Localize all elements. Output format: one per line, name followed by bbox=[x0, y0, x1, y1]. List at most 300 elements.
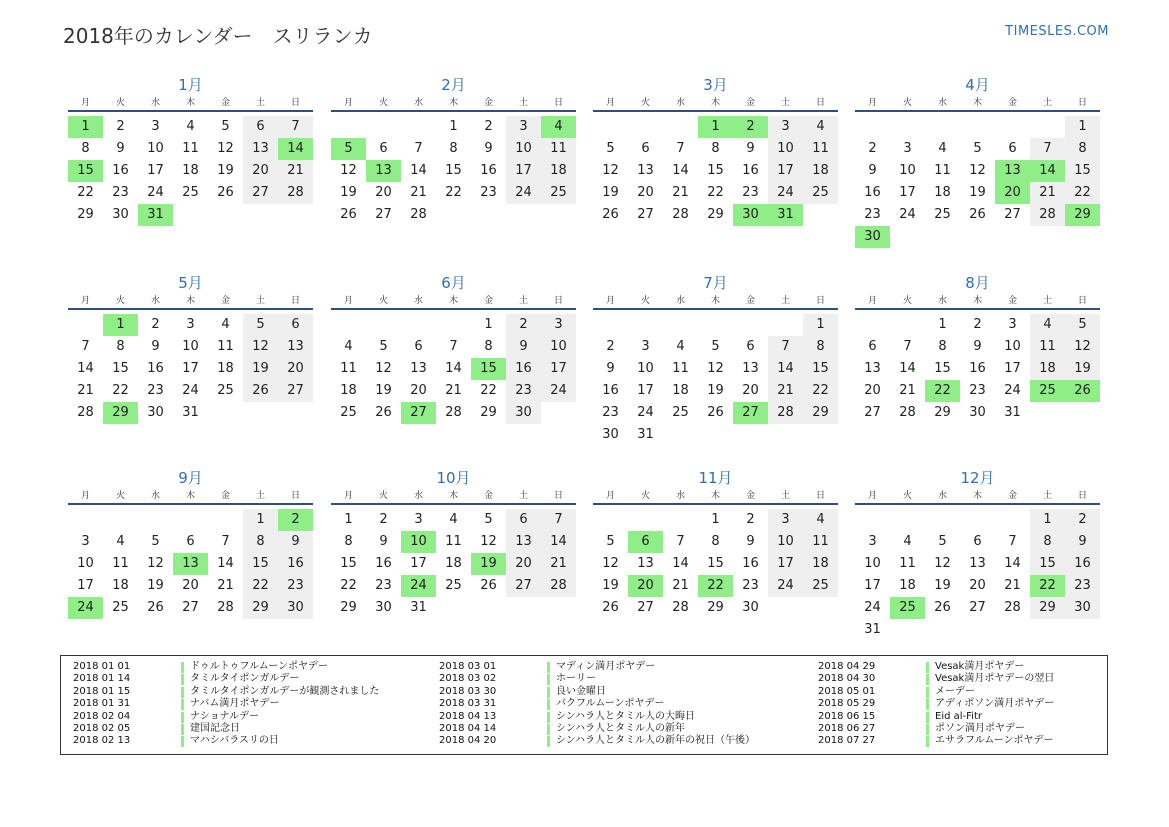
day-cell: 15 bbox=[445, 163, 462, 178]
holiday-row bbox=[439, 661, 799, 673]
day-cell: 10 bbox=[899, 163, 916, 178]
holiday-day-cell: 26 bbox=[1065, 380, 1100, 402]
day-cell: 23 bbox=[480, 185, 497, 200]
day-cell: 8 bbox=[449, 141, 458, 156]
day-cell: 16 bbox=[147, 361, 164, 376]
day-cell: 8 bbox=[803, 336, 838, 358]
holiday-date: 2018 04 14 bbox=[439, 723, 497, 734]
day-cell: 4 bbox=[1030, 314, 1065, 336]
day-cell: 7 bbox=[676, 141, 685, 156]
day-cell: 22 bbox=[340, 578, 357, 593]
day-cell: 24 bbox=[1004, 383, 1021, 398]
day-cell: 8 bbox=[1030, 531, 1065, 553]
day-cell: 8 bbox=[711, 534, 720, 549]
day-cell: 3 bbox=[81, 534, 90, 549]
weekday-label: 火 bbox=[640, 98, 650, 108]
day-cell: 28 bbox=[1030, 204, 1065, 226]
day-cell: 21 bbox=[1004, 578, 1021, 593]
weekday-label: 日 bbox=[553, 296, 563, 306]
weekday-label: 土 bbox=[1042, 296, 1052, 306]
holiday-marker bbox=[181, 662, 184, 673]
holiday-date: 2018 01 31 bbox=[73, 698, 131, 710]
holiday-name: ポソン満月ポヤデー bbox=[935, 723, 1025, 734]
day-cell: 12 bbox=[969, 163, 986, 178]
weekday-label: 日 bbox=[1077, 98, 1087, 108]
holiday-day-cell: 2 bbox=[278, 509, 313, 531]
day-cell: 16 bbox=[278, 553, 313, 575]
day-cell: 14 bbox=[1004, 556, 1021, 571]
month-block bbox=[855, 74, 1100, 248]
day-cell: 9 bbox=[151, 339, 160, 354]
day-cell: 3 bbox=[414, 512, 423, 527]
day-cell: 10 bbox=[637, 361, 654, 376]
day-cell: 17 bbox=[1004, 361, 1021, 376]
holiday-day-cell: 15 bbox=[68, 160, 103, 182]
day-cell: 17 bbox=[506, 160, 541, 182]
day-cell: 21 bbox=[77, 383, 94, 398]
day-cell: 3 bbox=[768, 116, 803, 138]
day-cell: 14 bbox=[445, 361, 462, 376]
day-cell: 22 bbox=[243, 575, 278, 597]
day-cell: 7 bbox=[1008, 534, 1017, 549]
day-cell: 9 bbox=[379, 534, 388, 549]
day-cell: 7 bbox=[768, 336, 803, 358]
weekday-label: 金 bbox=[483, 98, 493, 108]
weekday-label: 金 bbox=[220, 491, 230, 501]
day-cell: 24 bbox=[182, 383, 199, 398]
day-cell: 15 bbox=[803, 358, 838, 380]
day-cell: 5 bbox=[711, 339, 720, 354]
day-cell: 23 bbox=[278, 575, 313, 597]
day-cell: 31 bbox=[637, 427, 654, 442]
day-cell: 14 bbox=[541, 531, 576, 553]
holiday-row bbox=[818, 735, 1169, 747]
day-cell: 19 bbox=[969, 185, 986, 200]
day-cell: 5 bbox=[973, 141, 982, 156]
day-cell: 2 bbox=[484, 119, 493, 134]
day-cell: 21 bbox=[899, 383, 916, 398]
day-cell: 27 bbox=[506, 575, 541, 597]
month-block bbox=[68, 74, 313, 248]
day-cell: 10 bbox=[768, 531, 803, 553]
weekday-label: 日 bbox=[553, 98, 563, 108]
holiday-day-cell: 15 bbox=[471, 358, 506, 380]
weekday-label: 水 bbox=[675, 98, 685, 108]
holiday-day-cell: 24 bbox=[68, 597, 103, 619]
day-cell: 17 bbox=[899, 185, 916, 200]
day-cell: 2 bbox=[973, 317, 982, 332]
day-cell: 18 bbox=[182, 163, 199, 178]
holiday-row bbox=[818, 711, 1169, 723]
day-cell: 23 bbox=[742, 185, 759, 200]
holiday-name: バクフルムーンポヤデー bbox=[556, 698, 665, 710]
weekday-label: 月 bbox=[343, 491, 353, 501]
day-cell: 5 bbox=[379, 339, 388, 354]
day-cell: 26 bbox=[707, 405, 724, 420]
weekday-label: 月 bbox=[605, 491, 615, 501]
day-cell: 4 bbox=[449, 512, 458, 527]
day-cell: 14 bbox=[217, 556, 234, 571]
day-cell: 23 bbox=[864, 207, 881, 222]
weekday-label: 木 bbox=[185, 491, 195, 501]
day-cell: 8 bbox=[116, 339, 125, 354]
day-cell: 30 bbox=[1065, 597, 1100, 619]
day-cell: 18 bbox=[934, 185, 951, 200]
weekday-header bbox=[68, 489, 313, 505]
day-cell: 9 bbox=[606, 361, 615, 376]
holiday-day-cell: 22 bbox=[698, 575, 733, 597]
weekday-label: 月 bbox=[867, 491, 877, 501]
month-block bbox=[331, 272, 576, 446]
holiday-name: マディン満月ポヤデー bbox=[556, 661, 656, 672]
month-name: 3月 bbox=[703, 76, 728, 94]
holiday-marker bbox=[547, 687, 550, 698]
day-cell: 28 bbox=[217, 600, 234, 615]
day-cell: 24 bbox=[637, 405, 654, 420]
holiday-marker bbox=[547, 712, 550, 723]
day-cell: 22 bbox=[1065, 182, 1100, 204]
holiday-marker bbox=[181, 687, 184, 698]
holiday-date: 2018 01 14 bbox=[73, 673, 131, 685]
holiday-date: 2018 02 13 bbox=[73, 735, 131, 747]
day-cell: 6 bbox=[414, 339, 423, 354]
day-cell: 16 bbox=[506, 358, 541, 380]
day-cell: 20 bbox=[637, 185, 654, 200]
day-cell: 5 bbox=[606, 141, 615, 156]
day-cell: 15 bbox=[340, 556, 357, 571]
holiday-date: 2018 01 15 bbox=[73, 685, 131, 697]
day-cell: 19 bbox=[375, 383, 392, 398]
holiday-day-cell: 31 bbox=[138, 204, 173, 226]
day-cell: 7 bbox=[81, 339, 90, 354]
holiday-day-cell: 30 bbox=[855, 226, 890, 248]
weekday-label: 金 bbox=[483, 296, 493, 306]
day-cell: 21 bbox=[672, 185, 689, 200]
holiday-day-cell: 25 bbox=[890, 597, 925, 619]
holiday-row bbox=[439, 723, 799, 735]
holiday-date: 2018 01 01 bbox=[73, 661, 131, 672]
day-cell: 29 bbox=[243, 597, 278, 619]
day-cell: 26 bbox=[480, 578, 497, 593]
holiday-row bbox=[818, 673, 1169, 685]
day-cell: 19 bbox=[217, 163, 234, 178]
day-cell: 24 bbox=[506, 182, 541, 204]
day-cell: 28 bbox=[899, 405, 916, 420]
weekday-header bbox=[855, 489, 1100, 505]
weekday-label: 火 bbox=[902, 296, 912, 306]
holiday-name: ホーリー bbox=[556, 673, 596, 685]
month-name: 8月 bbox=[965, 274, 990, 292]
holiday-row bbox=[439, 673, 799, 685]
holiday-marker bbox=[181, 712, 184, 723]
day-cell: 14 bbox=[410, 163, 427, 178]
day-cell: 4 bbox=[186, 119, 195, 134]
day-cell: 10 bbox=[768, 138, 803, 160]
day-cell: 7 bbox=[1030, 138, 1065, 160]
weekday-label: 日 bbox=[290, 296, 300, 306]
day-cell: 30 bbox=[602, 427, 619, 442]
day-cell: 3 bbox=[541, 314, 576, 336]
day-cell: 16 bbox=[742, 163, 759, 178]
day-cell: 28 bbox=[77, 405, 94, 420]
day-cell: 4 bbox=[344, 339, 353, 354]
day-cell: 3 bbox=[868, 534, 877, 549]
day-cell: 1 bbox=[803, 314, 838, 336]
holiday-day-cell: 27 bbox=[401, 402, 436, 424]
day-cell: 22 bbox=[480, 383, 497, 398]
holiday-day-cell: 29 bbox=[1065, 204, 1100, 226]
day-cell: 15 bbox=[1065, 160, 1100, 182]
weekday-label: 土 bbox=[518, 491, 528, 501]
day-cell: 1 bbox=[449, 119, 458, 134]
day-cell: 17 bbox=[637, 383, 654, 398]
weekday-header bbox=[68, 294, 313, 310]
day-cell: 23 bbox=[147, 383, 164, 398]
weekday-header bbox=[68, 96, 313, 112]
day-cell: 1 bbox=[711, 512, 720, 527]
holiday-date: 2018 04 20 bbox=[439, 735, 497, 747]
day-cell: 7 bbox=[414, 141, 423, 156]
day-cell: 27 bbox=[864, 405, 881, 420]
holiday-name: シンハラ人とタミル人の新年の祝日（午後） bbox=[556, 735, 756, 747]
day-cell: 21 bbox=[768, 380, 803, 402]
weekday-header bbox=[855, 96, 1100, 112]
holiday-day-cell: 25 bbox=[1030, 380, 1065, 402]
day-cell: 7 bbox=[676, 534, 685, 549]
day-cell: 22 bbox=[77, 185, 94, 200]
day-cell: 22 bbox=[112, 383, 129, 398]
day-cell: 12 bbox=[934, 556, 951, 571]
day-cell: 20 bbox=[506, 553, 541, 575]
holiday-name: タミルタイポンガルデーが観測されました bbox=[190, 685, 380, 697]
day-cell: 14 bbox=[77, 361, 94, 376]
day-cell: 30 bbox=[112, 207, 129, 222]
weekday-label: 木 bbox=[710, 491, 720, 501]
holiday-row bbox=[73, 735, 433, 747]
weekday-label: 土 bbox=[1042, 98, 1052, 108]
weekday-label: 金 bbox=[745, 491, 755, 501]
day-cell: 26 bbox=[602, 207, 619, 222]
day-cell: 6 bbox=[278, 314, 313, 336]
weekday-label: 月 bbox=[80, 98, 90, 108]
day-cell: 18 bbox=[217, 361, 234, 376]
month-name: 1月 bbox=[178, 76, 203, 94]
day-cell: 12 bbox=[375, 361, 392, 376]
day-cell: 1 bbox=[938, 317, 947, 332]
day-cell: 14 bbox=[768, 358, 803, 380]
weekday-label: 土 bbox=[518, 296, 528, 306]
day-cell: 11 bbox=[1030, 336, 1065, 358]
day-cell: 9 bbox=[484, 141, 493, 156]
day-cell: 25 bbox=[445, 578, 462, 593]
day-cell: 19 bbox=[147, 578, 164, 593]
weekday-label: 日 bbox=[290, 98, 300, 108]
day-cell: 17 bbox=[410, 556, 427, 571]
weekday-label: 火 bbox=[640, 491, 650, 501]
day-cell: 5 bbox=[938, 534, 947, 549]
day-cell: 13 bbox=[506, 531, 541, 553]
holiday-day-cell: 13 bbox=[995, 160, 1030, 182]
holiday-name: 良い金曜日 bbox=[556, 685, 606, 697]
holiday-date: 2018 03 31 bbox=[439, 698, 497, 710]
day-cell: 11 bbox=[934, 163, 951, 178]
page-title: 2018年のカレンダー スリランカ bbox=[63, 24, 373, 48]
day-cell: 16 bbox=[1065, 553, 1100, 575]
day-cell: 2 bbox=[606, 339, 615, 354]
day-cell: 13 bbox=[742, 361, 759, 376]
holiday-row bbox=[73, 673, 433, 685]
day-cell: 4 bbox=[938, 141, 947, 156]
weekday-label: 木 bbox=[185, 98, 195, 108]
day-cell: 20 bbox=[410, 383, 427, 398]
day-cell: 28 bbox=[410, 207, 427, 222]
holiday-day-cell: 1 bbox=[698, 116, 733, 138]
day-cell: 19 bbox=[707, 383, 724, 398]
day-cell: 13 bbox=[969, 556, 986, 571]
day-cell: 1 bbox=[243, 509, 278, 531]
weekday-label: 月 bbox=[80, 296, 90, 306]
holiday-marker bbox=[547, 674, 550, 685]
day-cell: 8 bbox=[81, 141, 90, 156]
day-cell: 12 bbox=[602, 163, 619, 178]
day-cell: 6 bbox=[973, 534, 982, 549]
day-cell: 30 bbox=[506, 402, 541, 424]
day-cell: 5 bbox=[221, 119, 230, 134]
month-name: 2月 bbox=[441, 76, 466, 94]
day-cell: 25 bbox=[803, 575, 838, 597]
weekday-label: 水 bbox=[413, 491, 423, 501]
day-cell: 6 bbox=[746, 339, 755, 354]
holiday-day-cell: 30 bbox=[733, 204, 768, 226]
day-cell: 6 bbox=[1008, 141, 1017, 156]
day-cell: 7 bbox=[221, 534, 230, 549]
holiday-day-cell: 1 bbox=[103, 314, 138, 336]
month-name: 6月 bbox=[441, 274, 466, 292]
holiday-marker bbox=[926, 736, 929, 747]
day-cell: 5 bbox=[606, 534, 615, 549]
day-cell: 28 bbox=[768, 402, 803, 424]
day-cell: 14 bbox=[672, 163, 689, 178]
month-block bbox=[855, 467, 1100, 641]
day-cell: 6 bbox=[506, 509, 541, 531]
weekday-header bbox=[331, 489, 576, 505]
day-cell: 29 bbox=[803, 402, 838, 424]
holiday-marker bbox=[926, 699, 929, 710]
weekday-label: 金 bbox=[1007, 98, 1017, 108]
holiday-name: 建国記念日 bbox=[190, 723, 240, 734]
day-cell: 30 bbox=[147, 405, 164, 420]
weekday-label: 火 bbox=[115, 491, 125, 501]
day-cell: 10 bbox=[77, 556, 94, 571]
day-cell: 10 bbox=[1004, 339, 1021, 354]
day-cell: 17 bbox=[77, 578, 94, 593]
holiday-day-cell: 19 bbox=[471, 553, 506, 575]
weekday-label: 火 bbox=[902, 98, 912, 108]
day-cell: 27 bbox=[278, 380, 313, 402]
day-cell: 4 bbox=[676, 339, 685, 354]
weekday-label: 金 bbox=[1007, 491, 1017, 501]
weekday-label: 火 bbox=[378, 296, 388, 306]
holiday-name: Eid al-Fitr bbox=[935, 710, 982, 722]
weekday-header bbox=[331, 294, 576, 310]
holiday-marker bbox=[547, 699, 550, 710]
weekday-label: 月 bbox=[343, 296, 353, 306]
day-cell: 4 bbox=[221, 317, 230, 332]
holiday-name: Vesak満月ポヤデー bbox=[935, 661, 1025, 672]
weekday-label: 日 bbox=[815, 98, 825, 108]
holiday-marker bbox=[181, 674, 184, 685]
day-cell: 15 bbox=[112, 361, 129, 376]
day-cell: 4 bbox=[116, 534, 125, 549]
month-block bbox=[855, 272, 1100, 446]
day-cell: 3 bbox=[506, 116, 541, 138]
day-cell: 25 bbox=[541, 182, 576, 204]
day-cell: 27 bbox=[637, 600, 654, 615]
day-cell: 20 bbox=[375, 185, 392, 200]
day-cell: 8 bbox=[484, 339, 493, 354]
holiday-name: シンハラ人とタミル人の新年 bbox=[556, 723, 686, 734]
day-cell: 11 bbox=[112, 556, 129, 571]
holiday-day-cell: 6 bbox=[628, 531, 663, 553]
holiday-name: タミルタイポンガルデー bbox=[190, 673, 300, 685]
month-block bbox=[593, 467, 838, 641]
day-cell: 21 bbox=[672, 578, 689, 593]
weekday-label: 木 bbox=[710, 296, 720, 306]
month-name: 7月 bbox=[703, 274, 728, 292]
weekday-label: 日 bbox=[1077, 491, 1087, 501]
day-cell: 1 bbox=[1030, 509, 1065, 531]
day-cell: 20 bbox=[864, 383, 881, 398]
weekday-label: 土 bbox=[780, 98, 790, 108]
weekday-label: 金 bbox=[483, 491, 493, 501]
day-cell: 13 bbox=[278, 336, 313, 358]
holiday-date: 2018 05 29 bbox=[818, 698, 876, 710]
month-name: 5月 bbox=[178, 274, 203, 292]
holiday-date: 2018 03 01 bbox=[439, 661, 497, 672]
day-cell: 8 bbox=[344, 534, 353, 549]
day-cell: 27 bbox=[969, 600, 986, 615]
holiday-row bbox=[73, 711, 433, 723]
holiday-day-cell: 13 bbox=[173, 553, 208, 575]
holiday-day-cell: 14 bbox=[278, 138, 313, 160]
weekday-label: 土 bbox=[780, 491, 790, 501]
weekday-label: 月 bbox=[80, 491, 90, 501]
weekday-label: 土 bbox=[518, 98, 528, 108]
holiday-marker bbox=[926, 687, 929, 698]
day-cell: 5 bbox=[1065, 314, 1100, 336]
weekday-label: 月 bbox=[867, 296, 877, 306]
holiday-row bbox=[818, 686, 1169, 698]
holiday-name: ナショナルデー bbox=[190, 710, 260, 722]
holiday-day-cell: 10 bbox=[401, 531, 436, 553]
day-cell: 2 bbox=[868, 141, 877, 156]
day-cell: 6 bbox=[641, 141, 650, 156]
day-cell: 7 bbox=[278, 116, 313, 138]
month-block bbox=[593, 74, 838, 248]
day-cell: 16 bbox=[742, 556, 759, 571]
holiday-marker bbox=[547, 724, 550, 735]
day-cell: 18 bbox=[899, 578, 916, 593]
holiday-name: シンハラ人とタミル人の大晦日 bbox=[556, 710, 696, 722]
holiday-row bbox=[818, 661, 1169, 673]
day-cell: 19 bbox=[602, 185, 619, 200]
day-cell: 16 bbox=[969, 361, 986, 376]
day-cell: 18 bbox=[803, 160, 838, 182]
day-cell: 5 bbox=[151, 534, 160, 549]
holiday-date: 2018 06 15 bbox=[818, 710, 876, 722]
day-cell: 29 bbox=[77, 207, 94, 222]
day-cell: 26 bbox=[934, 600, 951, 615]
